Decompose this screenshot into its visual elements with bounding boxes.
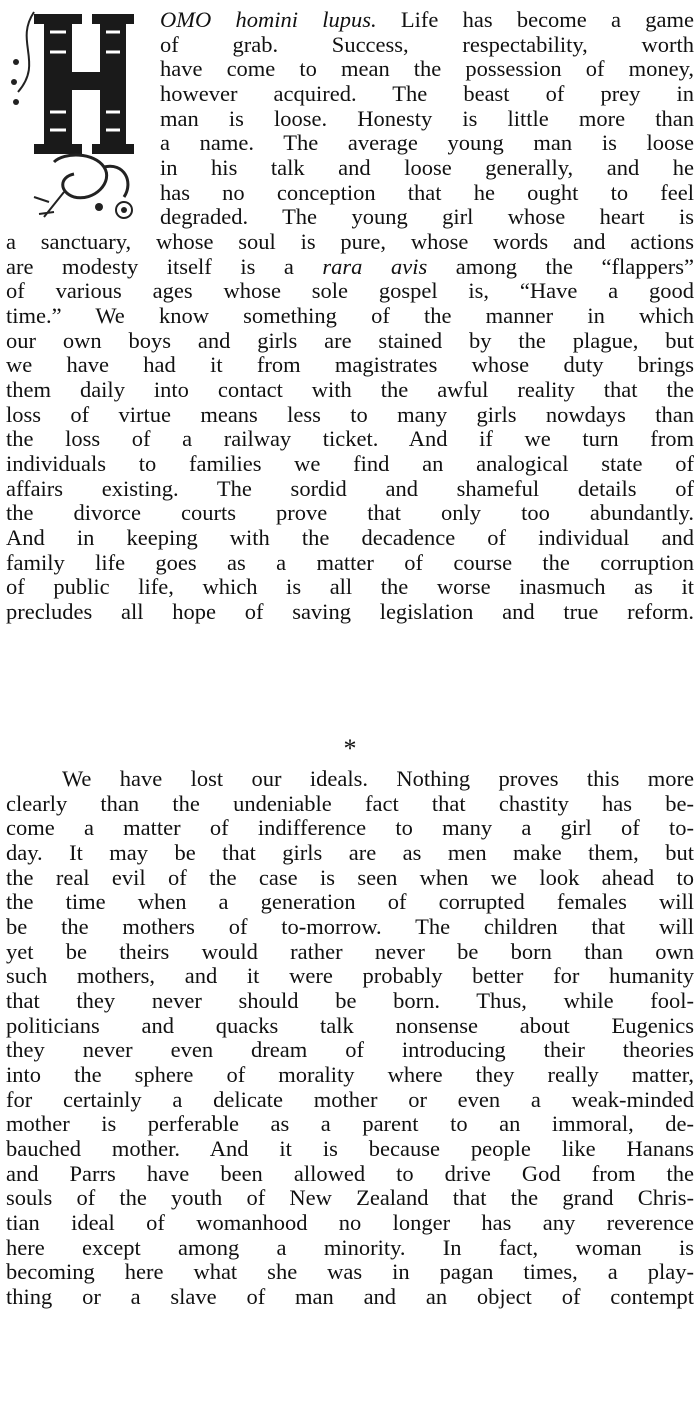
ornamental-drop-cap	[4, 2, 156, 228]
text-line: mother is perferable as a parent to an immoral, de-	[6, 1111, 694, 1136]
text-line: that they never should be born. Thus, while fool-	[6, 988, 694, 1013]
text-line: has no conception that he ought to feel	[160, 180, 694, 205]
text-line: and Parrs have been allowed to drive God from the	[6, 1161, 694, 1186]
text-line: man is loose. Honesty is little more than	[160, 106, 694, 131]
text-line: yet be theirs would rather never be born than own	[6, 939, 694, 964]
text-line: the real evil of the case is seen when we look ahead to	[6, 865, 694, 890]
text-line: have come to mean the possession of money,	[160, 56, 694, 81]
text-line: family life goes as a matter of course the corruption	[6, 550, 694, 575]
text-line: such mothers, and it were probably better for humanity	[6, 963, 694, 988]
text-line: they never even dream of introducing their theories	[6, 1037, 694, 1062]
text-line: of grab. Success, respectability, worth	[160, 32, 694, 57]
text-line: the time when a generation of corrupted females will	[6, 889, 694, 914]
text-line: however acquired. The beast of prey in	[160, 81, 694, 106]
text-line	[160, 8, 694, 32]
text-line: them daily into contact with the awful reality that the	[6, 377, 694, 402]
text-segment: are modesty itself is a	[6, 254, 323, 279]
latin-phrase: rara avis	[322, 254, 428, 279]
text-line: here except among a minority. In fact, woman is	[6, 1235, 694, 1260]
text-segment: among the “flappers”	[427, 254, 694, 279]
text-line: into the sphere of morality where they really matter,	[6, 1062, 694, 1087]
text-line: loss of virtue means less to many girls nowdays than	[6, 402, 694, 427]
text-line: of various ages whose sole gospel is, “Have a good	[6, 278, 694, 303]
text-line: our own boys and girls are stained by the plague, but	[6, 328, 694, 353]
text-line: the divorce courts prove that only too abundantly.	[6, 500, 694, 525]
text-line: affairs existing. The sordid and shameful details of	[6, 476, 694, 501]
latin-phrase: OMO homini lupus.	[160, 7, 377, 32]
text-line: politicians and quacks talk nonsense about Eugenics	[6, 1013, 694, 1038]
text-line	[6, 255, 694, 279]
text-line: becoming here what she was in pagan times, a play-	[6, 1259, 694, 1284]
text-line: We have lost our ideals. Nothing proves this more	[62, 766, 694, 791]
drop-cap-ornament-icon	[4, 2, 156, 228]
text-line: clearly than the undeniable fact that chastity has be-	[6, 791, 694, 816]
text-line: in his talk and loose generally, and he	[160, 155, 694, 180]
section-separator: *	[343, 734, 357, 763]
text-line: And in keeping with the decadence of individual and	[6, 525, 694, 550]
text-line: souls of the youth of New Zealand that the grand Chris-	[6, 1185, 694, 1210]
text-line: a sanctuary, whose soul is pure, whose words and actions	[6, 229, 694, 254]
text-line: tian ideal of womanhood no longer has any reverence	[6, 1210, 694, 1235]
text-line: come a matter of indifference to many a girl of to-	[6, 815, 694, 840]
text-line: bauched mother. And it is because people like Hanans	[6, 1136, 694, 1161]
text-line: we have had it from magistrates whose duty brings	[6, 352, 694, 377]
text-line: a name. The average young man is loose	[160, 130, 694, 155]
text-line: of public life, which is all the worse inasmuch as it	[6, 574, 694, 599]
text-line: be the mothers of to-morrow. The children that will	[6, 914, 694, 939]
text-line: the loss of a railway ticket. And if we turn from	[6, 426, 694, 451]
text-segment: Life has become a game	[376, 7, 695, 32]
text-line: thing or a slave of man and an object of contempt	[6, 1284, 694, 1309]
text-line: individuals to families we find an analogical state of	[6, 451, 694, 476]
text-line: for certainly a delicate mother or even a weak-minded	[6, 1087, 694, 1112]
text-line: degraded. The young girl whose heart is	[160, 204, 694, 229]
text-line: time.” We know something of the manner in which	[6, 303, 694, 328]
text-line: day. It may be that girls are as men make them, but	[6, 840, 694, 865]
text-line: precludes all hope of saving legislation and true reform.	[6, 599, 694, 624]
